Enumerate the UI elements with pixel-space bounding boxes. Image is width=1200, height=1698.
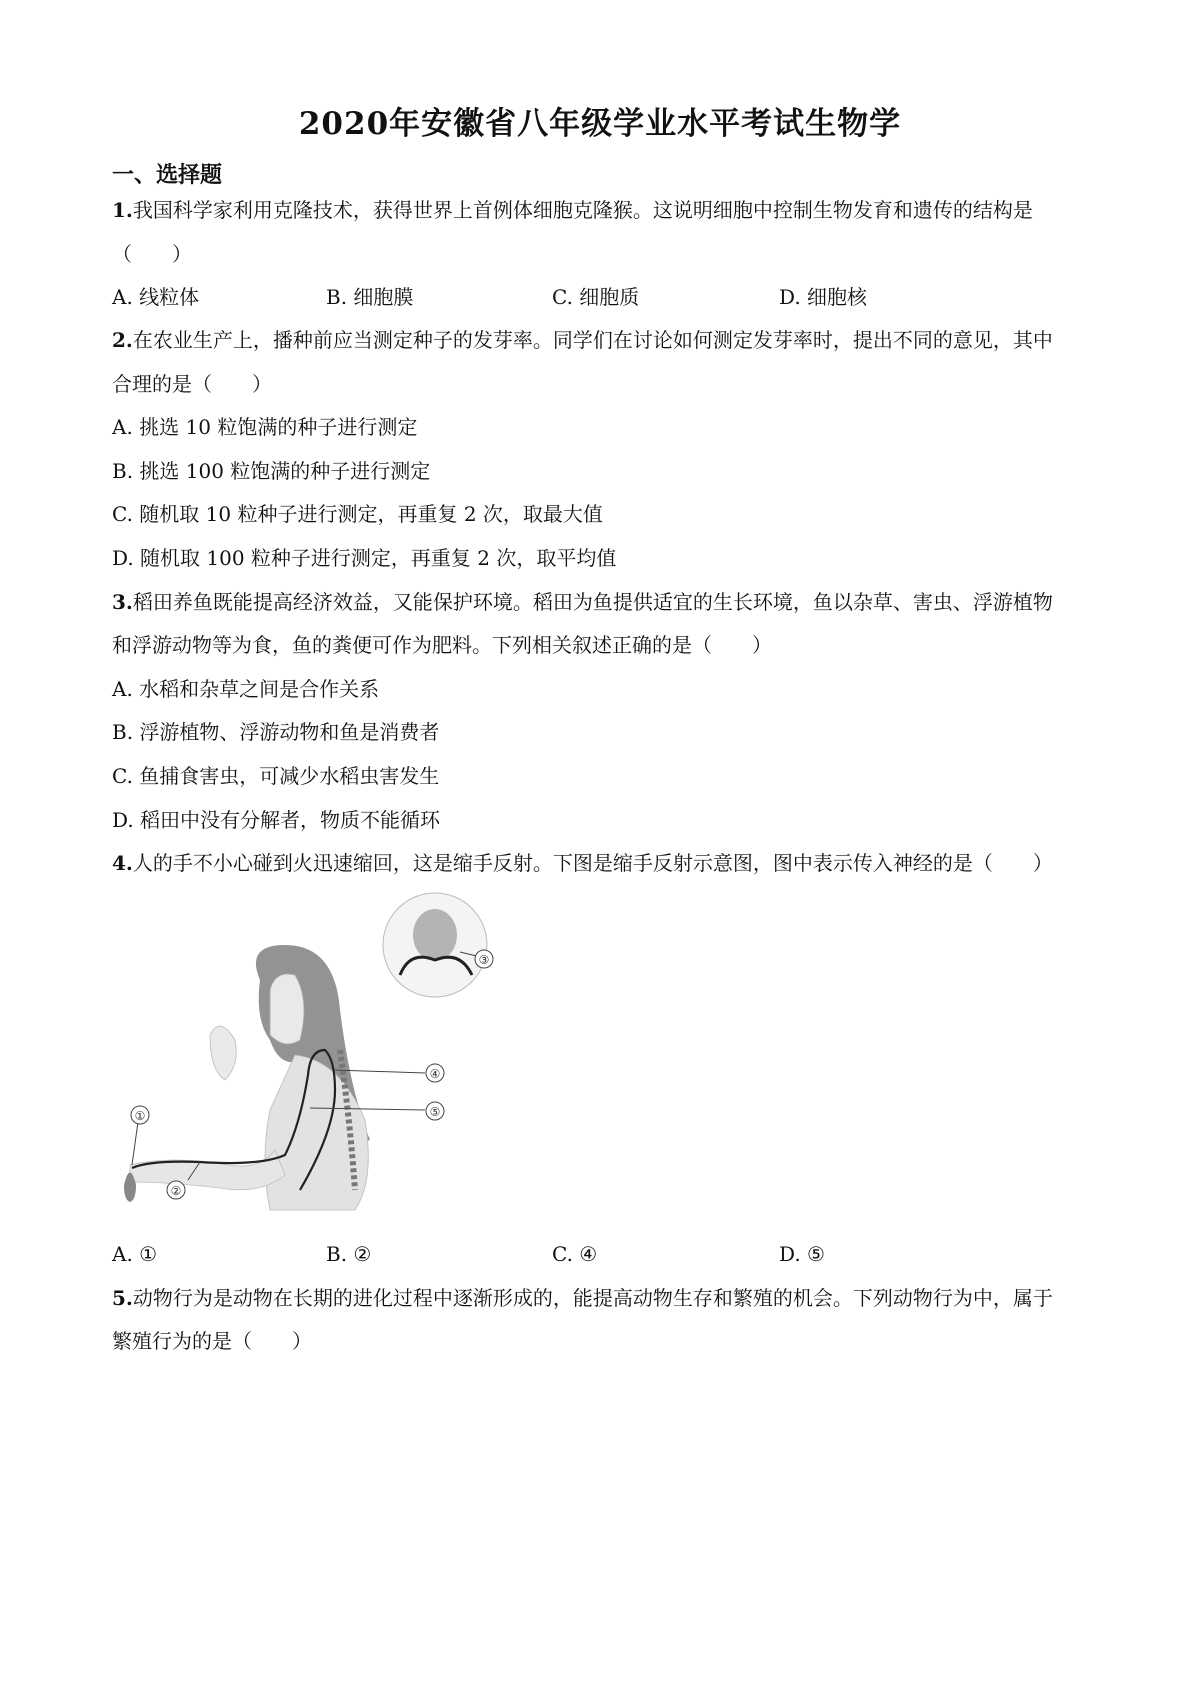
- leader-line: [132, 1122, 138, 1165]
- figure-body: [265, 1055, 368, 1210]
- option-d: D. 细胞核: [779, 285, 868, 309]
- section-heading: 一、选择题: [112, 162, 223, 188]
- figure-face: [270, 974, 304, 1044]
- question-text: 稻田养鱼既能提高经济效益，又能保护环境。稻田为鱼提供适宜的生长环境，鱼以杂草、害虫、浮游植物: [132, 590, 1053, 614]
- question-1-stem-cont: （ ）: [112, 242, 192, 266]
- option-b: B. 挑选 100 粒饱满的种子进行测定: [112, 459, 431, 483]
- question-3-stem: [112, 588, 1102, 616]
- question-text: 人的手不小心碰到火迅速缩回，这是缩手反射。下图是缩手反射示意图，图中表示传入神经的是（ ）: [132, 851, 1053, 875]
- svg-text:④: ④: [429, 1067, 441, 1081]
- question-3-stem-cont: 和浮游动物等为食，鱼的粪便可作为肥料。下列相关叙述正确的是（ ）: [112, 633, 772, 657]
- question-1-stem: [112, 196, 1102, 224]
- question-number: 4.: [112, 851, 133, 875]
- question-text: 动物行为是动物在长期的进化过程中逐渐形成的，能提高动物生存和繁殖的机会。下列动物行为中，属于: [132, 1286, 1053, 1310]
- option-b: B. 细胞膜: [326, 285, 414, 309]
- label-3: [475, 950, 493, 968]
- question-4-stem: [112, 849, 1102, 877]
- option-a: A. ①: [112, 1242, 158, 1266]
- question-text: 在农业生产上，播种前应当测定种子的发芽率。同学们在讨论如何测定发芽率时，提出不同的意见，其中: [132, 328, 1053, 352]
- page-title: 2020年安徽省八年级学业水平考试生物学: [298, 106, 902, 142]
- reflex-arc-figure: [110, 890, 540, 1225]
- question-number: 2.: [112, 328, 133, 352]
- question-number: 5.: [112, 1286, 133, 1310]
- option-d: D. 随机取 100 粒种子进行测定，再重复 2 次，取平均值: [112, 546, 617, 570]
- svg-text:②: ②: [170, 1184, 182, 1198]
- option-c: C. 鱼捕食害虫，可减少水稻虫害发生: [112, 764, 440, 788]
- option-d: D. 稻田中没有分解者，物质不能循环: [112, 808, 441, 832]
- question-number: 3.: [112, 590, 133, 614]
- option-a: A. 线粒体: [112, 285, 200, 309]
- option-a: A. 水稻和杂草之间是合作关系: [112, 677, 380, 701]
- question-number: 1.: [112, 198, 133, 222]
- option-b: B. ②: [326, 1242, 372, 1266]
- question-2-stem: [112, 326, 1102, 354]
- option-c: C. ④: [552, 1242, 598, 1266]
- question-5-stem: [112, 1284, 1102, 1312]
- label-1: [131, 1106, 149, 1124]
- option-c: C. 细胞质: [552, 285, 640, 309]
- svg-text:①: ①: [134, 1109, 146, 1123]
- label-4: [426, 1064, 444, 1082]
- spinal-cord-section: [413, 909, 457, 961]
- option-d: D. ⑤: [779, 1242, 825, 1266]
- question-5-stem-cont: 繁殖行为的是（ ）: [112, 1329, 312, 1353]
- option-c: C. 随机取 10 粒种子进行测定，再重复 2 次，取最大值: [112, 502, 603, 526]
- figure-arm: [130, 1150, 285, 1190]
- question-text: 我国科学家利用克隆技术，获得世界上首例体细胞克隆猴。这说明细胞中控制生物发育和遗传的结构是: [132, 198, 1033, 222]
- option-a: A. 挑选 10 粒饱满的种子进行测定: [112, 415, 418, 439]
- question-2-stem-cont: 合理的是（ ）: [112, 372, 272, 396]
- svg-text:⑤: ⑤: [429, 1105, 441, 1119]
- option-b: B. 浮游植物、浮游动物和鱼是消费者: [112, 720, 440, 744]
- svg-text:③: ③: [478, 953, 490, 967]
- label-5: [426, 1102, 444, 1120]
- label-2: [167, 1181, 185, 1199]
- figure-raised-hand: [210, 1026, 236, 1080]
